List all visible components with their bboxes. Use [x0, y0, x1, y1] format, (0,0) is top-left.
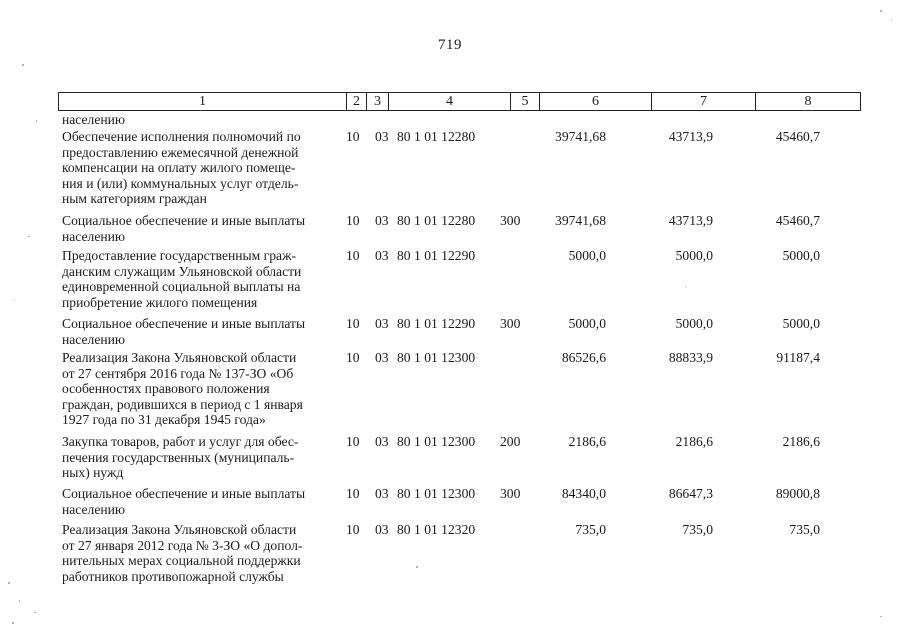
header-col-5: 5: [511, 93, 540, 111]
scan-speck: [14, 300, 15, 301]
row-name: населению: [62, 112, 126, 127]
header-col-3: 3: [367, 93, 389, 111]
scan-speck: [19, 600, 20, 602]
row-subsection: 03: [375, 129, 389, 144]
row-amount-col8: 735,0: [789, 522, 820, 537]
row-amount-col6: 86526,6: [561, 350, 606, 365]
row-amount-col6: 5000,0: [568, 248, 606, 263]
table-row: [0, 434, 905, 486]
row-name: Социальное обеспечение и иные выплаты населению: [62, 316, 306, 347]
row-amount-col6: 39741,68: [555, 213, 606, 228]
row-amount-col8: 5000,0: [782, 248, 820, 263]
row-section: 10: [346, 248, 360, 263]
header-col-1: 1: [59, 93, 347, 111]
budget-table-body: [0, 112, 905, 592]
row-amount-col8: 45460,7: [775, 129, 820, 144]
row-section: 10: [346, 522, 360, 537]
row-section: 10: [346, 316, 360, 331]
row-target-code: 80 1 01 12320: [397, 522, 476, 537]
row-name: Социальное обеспечение и иные выплаты населению: [62, 486, 306, 517]
row-section: 10: [346, 486, 360, 501]
row-subsection: 03: [375, 248, 389, 263]
scan-speck: [891, 20, 892, 21]
row-name: Закупка товаров, работ и услуг для обес- печения государственных (муниципаль- ных) нужд: [62, 434, 299, 480]
row-amount-col7: 2186,6: [675, 434, 713, 449]
row-section: 10: [346, 129, 360, 144]
row-target-code: 80 1 01 12280: [397, 129, 476, 144]
row-amount-col8: 89000,8: [775, 486, 820, 501]
scan-speck: [685, 286, 686, 287]
row-amount-col8: 91187,4: [776, 350, 820, 365]
row-amount-col7: 735,0: [682, 522, 713, 537]
table-row: [0, 248, 905, 316]
scan-speck: [8, 582, 10, 584]
row-amount-col6: 5000,0: [568, 316, 606, 331]
column-number-header: [58, 92, 861, 111]
table-row: [0, 486, 905, 522]
table-row: [0, 112, 905, 128]
row-name: Реализация Закона Ульяновской области от 27 сентября 2016 года № 137-ЗО «Об особенностях правового положения граждан, родившихся в период с 1 января 1927 года по 31 декабря 1945 года»: [62, 350, 303, 427]
table-row: [0, 316, 905, 350]
row-amount-col8: 2186,6: [782, 434, 820, 449]
scan-speck: [36, 120, 37, 122]
scan-speck: [12, 622, 14, 624]
row-target-code: 80 1 01 12290: [397, 316, 476, 331]
row-subsection: 03: [375, 350, 389, 365]
row-subsection: 03: [375, 434, 389, 449]
header-col-4: 4: [389, 93, 511, 111]
row-expense-type: 200: [500, 434, 521, 449]
row-subsection: 03: [375, 522, 389, 537]
row-amount-col7: 5000,0: [675, 248, 713, 263]
row-name: Социальное обеспечение и иные выплаты населению: [62, 213, 306, 244]
row-section: 10: [346, 434, 360, 449]
row-expense-type: 300: [500, 486, 521, 501]
table-row: [0, 522, 905, 592]
row-amount-col7: 88833,9: [668, 350, 713, 365]
row-target-code: 80 1 01 12300: [397, 486, 476, 501]
row-amount-col8: 45460,7: [775, 213, 820, 228]
header-col-2: 2: [347, 93, 367, 111]
row-expense-type: 300: [500, 316, 521, 331]
row-amount-col6: 2186,6: [568, 434, 606, 449]
header-col-6: 6: [540, 93, 652, 111]
header-col-8: 8: [756, 93, 861, 111]
scan-speck: [34, 612, 36, 613]
row-amount-col7: 5000,0: [675, 316, 713, 331]
scan-speck: [880, 10, 882, 12]
row-target-code: 80 1 01 12300: [397, 350, 476, 365]
header-row: [59, 93, 861, 111]
row-subsection: 03: [375, 213, 389, 228]
header-col-7: 7: [652, 93, 756, 111]
row-amount-col8: 5000,0: [782, 316, 820, 331]
scan-speck: [416, 566, 418, 568]
row-name: Предоставление государственным граж- данским служащим Ульяновской области единовременной социальной выплаты на приобретение жилого помещения: [62, 248, 302, 310]
row-amount-col6: 39741,68: [555, 129, 606, 144]
scan-speck: [22, 64, 24, 66]
row-amount-col7: 43713,9: [668, 213, 713, 228]
table-row: [0, 350, 905, 434]
row-amount-col7: 86647,3: [668, 486, 713, 501]
row-subsection: 03: [375, 486, 389, 501]
row-amount-col6: 735,0: [575, 522, 606, 537]
page-number: 719: [438, 37, 462, 53]
row-expense-type: 300: [500, 213, 521, 228]
table-row: [0, 129, 905, 214]
row-section: 10: [346, 213, 360, 228]
row-name: Обеспечение исполнения полномочий по предоставлению ежемесячной денежной компенсации на оплату жилого помеще- ния и (или) коммунальных услуг отдель- ным категориям граждан: [62, 129, 301, 206]
row-name: Реализация Закона Ульяновской области от 27 января 2012 года № 3-ЗО «О допол- нительных мерах социальной поддержки работников противопожарной службы: [62, 522, 303, 584]
scan-speck: [880, 616, 882, 617]
row-target-code: 80 1 01 12290: [397, 248, 476, 263]
row-amount-col6: 84340,0: [561, 486, 606, 501]
row-subsection: 03: [375, 316, 389, 331]
table-row: [0, 213, 905, 248]
row-target-code: 80 1 01 12280: [397, 213, 476, 228]
row-section: 10: [346, 350, 360, 365]
row-target-code: 80 1 01 12300: [397, 434, 476, 449]
scan-speck: [28, 236, 30, 237]
row-amount-col7: 43713,9: [668, 129, 713, 144]
